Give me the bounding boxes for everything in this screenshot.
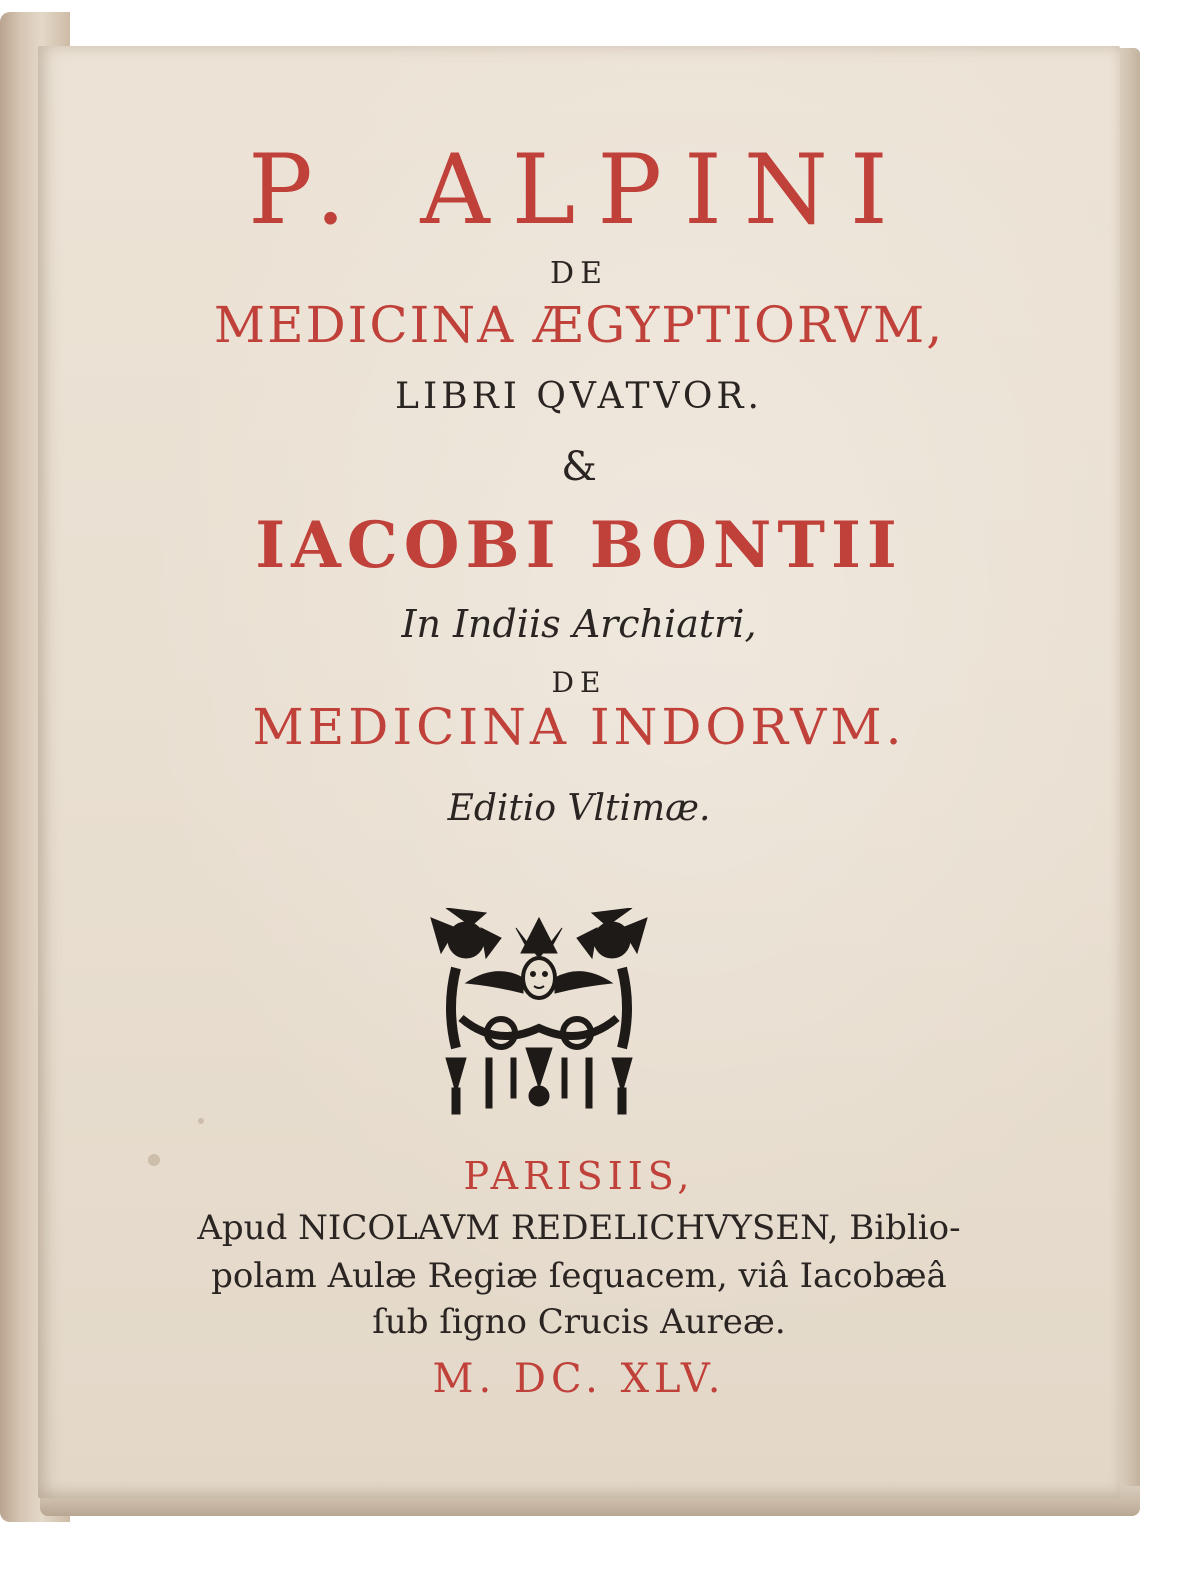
de-line-1: DE — [550, 256, 608, 291]
libri-line: LIBRI QVATVOR. — [395, 376, 763, 417]
edition-line: Editio Vltimæ. — [447, 788, 711, 829]
imprint-publisher-1: Apud NICOLAVM REDELICHVYSEN, Biblio- — [197, 1208, 961, 1248]
title-line-2: MEDICINA INDORVM. — [252, 698, 906, 756]
imprint-city: PARISIIS, — [463, 1154, 695, 1198]
title-page — [38, 46, 1120, 1498]
foxing-spot — [198, 1118, 204, 1124]
foxing-spot — [148, 1154, 160, 1166]
imprint-publisher-2: polam Aulæ Regiæ ſequacem, viâ Iacobæâ — [211, 1256, 947, 1296]
woodcut-ornament-icon — [426, 908, 652, 1116]
second-author-heading: IACOBI BONTII — [255, 508, 903, 583]
title-line-1: MEDICINA ÆGYPTIORVM, — [213, 296, 945, 354]
ampersand: & — [561, 444, 597, 490]
author-heading: P. ALPINI — [248, 134, 910, 246]
de-line-2: DE — [551, 666, 607, 699]
author-role: In Indiis Archiatri, — [401, 602, 757, 646]
imprint-year: M. DC. XLV. — [432, 1356, 726, 1402]
imprint-publisher-3: ſub ſigno Crucis Aureæ. — [372, 1302, 786, 1342]
